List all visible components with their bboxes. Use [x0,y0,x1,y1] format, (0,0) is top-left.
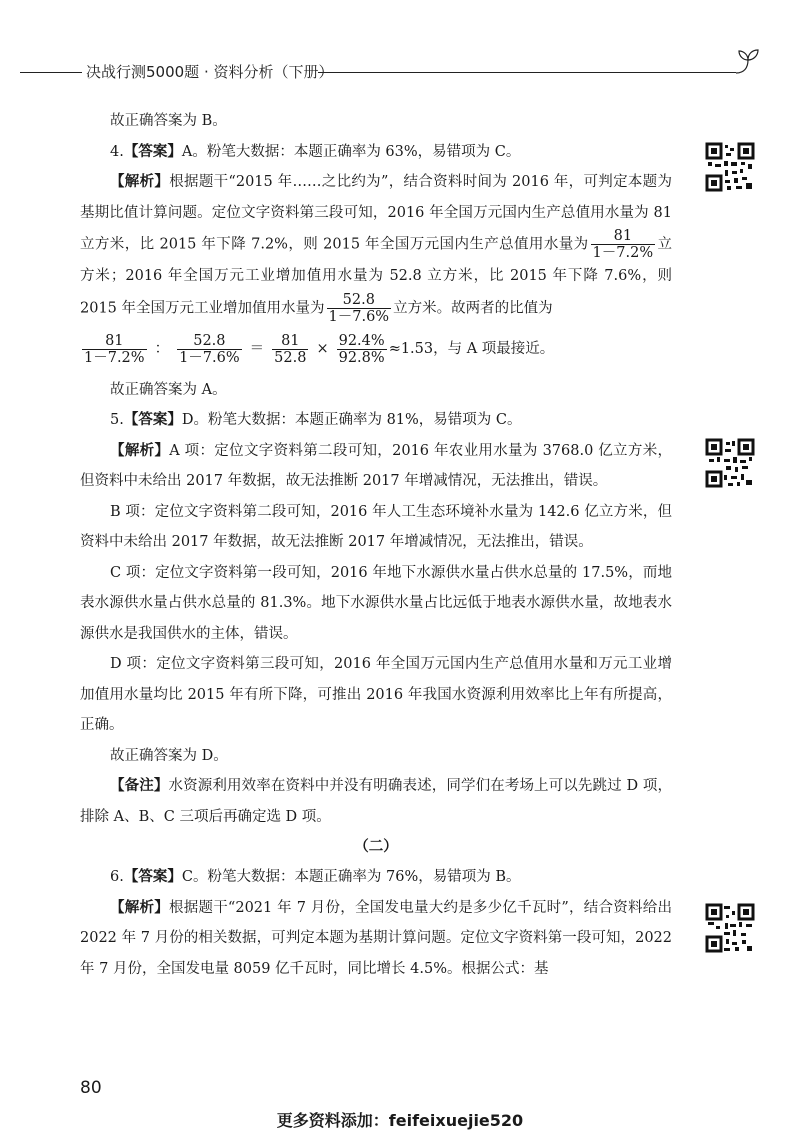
qr-code-icon[interactable] [705,438,755,488]
fraction-denominator: 1－7.2% [592,245,654,261]
answer-text: D。粉笔大数据：本题正确率为 81%，易错项为 C。 [181,412,522,428]
question-5-answer [80,405,672,436]
explanation-text: 根据题干“2021 年 7 月份，全国发电量大约是多少亿千瓦时”，结合资料给出 2022 年 7 月份的相关数据，可判定本题为基期计算问题。定位文字资料第一段可知，2022 年 7 月份，全国发电量 8059 亿千瓦时，同比增长 4.5%。根据公式：基 [80,899,672,977]
fraction [177,333,242,366]
fraction-numerator: 81 [82,333,147,350]
explanation-text: 立方米；2016 年全国万元工业增加值用水量为 52.8 立方米，比 2015 年下降 7.6%，则 2015 年全国万元工业增加值用水量为 [80,236,673,316]
fraction [272,333,308,366]
question-number: 6. [110,869,124,885]
header-title: 决战行测5000题 · 资料分析（下册） [86,63,334,81]
header-rule-left [20,72,82,73]
sprout-icon [734,46,764,78]
section-heading: （二） [354,838,398,855]
answer-tag: 【答案】 [123,412,182,428]
question-4-explanation [80,167,672,325]
colon-operator: ： [154,341,170,358]
fraction-numerator: 92.4% [338,333,385,349]
question-number: 4. [110,143,124,160]
answer-line: 故正确答案为 A。 [110,381,227,398]
answer-tag: 【答案】 [123,143,182,160]
explanation-text: 立方米。故两者的比值为 [393,300,553,316]
note-text: 水资源利用效率在资料中并没有明确表述，同学们在考场上可以先跳过 D 项，排除 A、B、C 三项后再确定选 D 项。 [80,778,673,825]
explanation-text: 根据题干“2015 年……之比约为”，结合资料时间为 2016 年，可判定本题为基期比值计算问题。定位文字资料第三段可知，2016 年全国万元国内生产总值用水量为 81 立方米，比 2015 年下降 7.2%，则 2015 年全国万元国内生产总值用水量为 [80,174,672,253]
question-number: 5. [110,412,124,428]
answer-line: 故正确答案为 D。 [110,747,228,764]
question-4-answer [80,137,672,168]
fraction-denominator: 52.8 [274,350,307,366]
question-5-option-c: C 项：定位文字资料第一段可知，2016 年地下水源供水量占供水总量的 17.5%，而地表水源供水量占供水总量的 81.3%。地下水源供水量占比远低于地表水源供水量，故地表水源供水是我国供水的主体，错误。 [80,564,672,642]
times-operator: × [316,341,329,358]
fraction [82,333,147,366]
note-paragraph [80,771,672,832]
fraction [337,333,387,366]
fraction-denominator: 1－7.2% [84,350,145,366]
fraction [591,228,656,261]
qr-code-icon[interactable] [705,903,755,953]
answer-text: C。粉笔大数据：本题正确率为 76%，易错项为 B。 [181,869,521,885]
equals-operator: ＝ [249,341,265,358]
answer-explanation-body [80,106,672,984]
explanation-text: A 项：定位文字资料第二段可知，2016 年农业用水量为 3768.0 亿立方米，但资料中未给出 2017 年数据，故无法推断 2017 年增减情况，无法推出，错误。 [80,442,673,489]
qr-code-icon[interactable] [705,142,755,192]
fraction-numerator: 81 [591,228,656,245]
fraction-denominator: 1－7.6% [179,350,240,366]
note-tag: 【备注】 [110,778,169,794]
fraction-numerator: 52.8 [327,292,392,309]
explanation-tag: 【解析】 [110,899,169,916]
page-number: 80 [80,1078,102,1098]
question-6-explanation [80,893,672,985]
answer-text: A。粉笔大数据：本题正确率为 63%，易错项为 C。 [181,143,521,160]
question-6-answer [80,862,672,893]
question-5-option-d: D 项：定位文字资料第三段可知，2016 年全国万元国内生产总值用水量和万元工业增加值用水量均比 2015 年有所下降，可推出 2016 年我国水资源利用效率比上年有所提高，正确。 [80,656,672,733]
answer-line: 故正确答案为 B。 [110,113,227,129]
ratio-formula [80,325,672,375]
question-5-option-b: B 项：定位文字资料第二段可知，2016 年人工生态环境补水量为 142.6 亿立方米，但资料中未给出 2017 年数据，故无法推断 2017 年增减情况，无法推出，错误。 [80,503,672,550]
explanation-tag: 【解析】 [110,174,170,190]
footer-contact: 更多资料添加：feifeixuejie520 [276,1111,524,1130]
fraction-numerator: 81 [272,333,308,350]
fraction-denominator: 92.8% [338,350,385,366]
fraction-numerator: 52.8 [177,333,242,350]
answer-tag: 【答案】 [123,869,182,885]
explanation-tag: 【解析】 [110,442,170,459]
question-5-option-a [80,436,672,497]
formula-result: ≈1.53，与 A 项最接近。 [388,341,555,358]
fraction [327,292,392,325]
header-rule-right [318,72,736,73]
page-header [0,58,800,88]
fraction-denominator: 1－7.6% [328,308,390,325]
